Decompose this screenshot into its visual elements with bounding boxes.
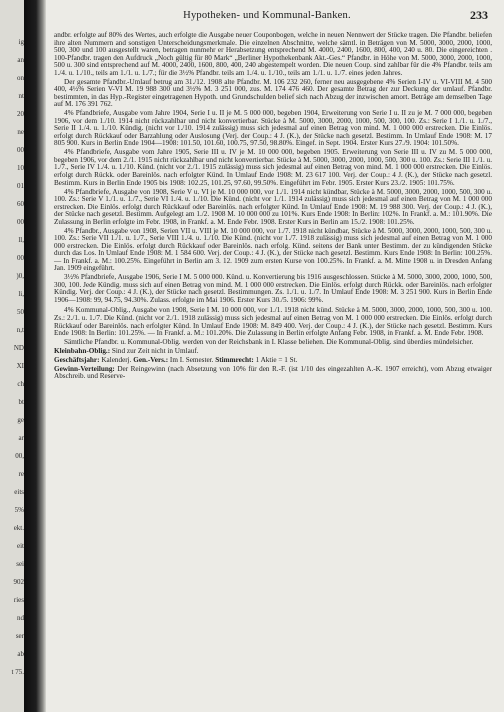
gewinn-text: Der Reingewinn (nach Absetzung von 10% für den R.-F. (ist 1/10 des eingezahlten A.-K. 1907 erreicht), vom Abzug etwaiger Abschreib. und Reserve-: [54, 364, 492, 381]
page-number: 233: [470, 8, 488, 22]
previous-page-fragment: 00,: [15, 452, 24, 460]
paragraph-reichsbank: Sämtliche Pfandbr. u. Kommunal-Oblig. werden von der Reichsbank in I. Klasse beliehen. Die Kommunal-Oblig. sind überdies mündelsicher.: [64, 338, 474, 347]
previous-page-fragment: li,: [18, 290, 24, 298]
stimmrecht-text: 1 Aktie = 1 St.: [253, 355, 298, 364]
geschaeftsjahr-label: Geschäftsjahr:: [54, 355, 100, 364]
paragraph-pfandbriefe-1904: 4% Pfandbriefe, Ausgabe vom Jahre 1904, Serie I u. II je M. 5 000 000, begeben 1904, Erweiterung von Serie I u. II zu je M. 7 000 000, begeben 1906, vor dem 1./10. 1914 nicht rückzahlbar und nicht konvertierbar. Stücke à M. 5000, 3000, 2000, 1000, 500, 300, 100. Zs.: Serie I 1./1. u. 1./7., Serie II 1./4. u. 1./10. Kündig. (nicht vor 1./10. 1914 zulässig) muss sich jedesmal auf einen Betrag von mind. M. 1 000 000 erstrecken. Die Einlös. erfolgt durch Rückkauf oder Barzahlung oder Auslosung (Verj. der Coup.: 4 J. (K.), der Stücke nach gesetzl. Bestimm. In Umlauf Ende 1908: M. 17 805 900. Kurs in Berlin Ende 1904—1908: 101.50, 101.60, 100.75, 97.50, 98.80%. Eingef. in Sept. 1904. Erster Kurs 27./9. 1904: 101.50%.: [54, 109, 492, 148]
previous-page-fragment: ch: [17, 380, 24, 388]
previous-page-fragment: 00: [17, 254, 24, 262]
paragraph-kommunal-oblig: 4% Kommunal-Oblig., Ausgabe von 1908, Serie I M. 10 000 000, vor 1./1. 1918 nicht künd. Stücke à M. 5000, 3000, 2000, 1000, 500, 300 u. 100. Zs.: 2./1. u. 1./7. Die Künd. (nicht vor 2./1. 1918 zulässig) muss sich jedesmal auf einen Betrag von M. 1 000 000 erstrecken. Die Einlös. erfolgt durch Rückkauf oder Bareinlös. nach erfolgter Künd. In Umlauf Ende 1908: M. 849 400. Verj. der Coup.: 4 J. (K.), der Stücke nach gesetzl. Bestimm. Kurs Ende 1908: In Berlin: 101.25%. — In Frankf. a. M.: 101.20%. Die Zulassung in Berlin erfolgte Anfang Febr. 1908, in Frankf. a. M. Ende Febr. 1908.: [54, 306, 492, 338]
kleinbahn-text: Sind zur Zeit nicht in Umlauf.: [110, 347, 199, 355]
previous-page-fragment: ne: [17, 128, 24, 136]
paragraph-pfandbrief-umlauf: Der gesamte Pfandbr.-Umlauf betrug am 31./12. 1908 alte Pfandbr. M. 106 232 260, ferner neu ausgegebene 4% Serien I-IV u. VI-VIII M. 4 500 400, 4½% Serien V-VI M. 19 988 300 und 3½% M. 3 251 000, zus. M. 174 476 460. Der gesamte Betrag der zur Deckung der umlauf. Pfandbr. bestimmten, in das Hyp.-Register eingetragenen Hypoth. und Grundschulden belief sich nach Abzug der inzwischen amort. Beträge am demselben Tage auf M. 176 391 762.: [54, 77, 492, 109]
previous-page-margin: [0, 0, 24, 712]
previous-page-fragment: ser: [15, 632, 24, 640]
paragraph-pfandbriefe-1905: 4% Pfandbriefe, Ausgabe vom Jahre 1905, Serie III u. IV je M. 10 000 000, begeben 1905. Erweiterung von Serie III u. IV zu M. 5 000 000, begeben 1906, vor dem 2./1. 1915 nicht rückzahlbar und nicht konvertierbar. Stücke à M. 5000, 3000, 2000, 1000, 500, 300 u. 100. Zs.: Serie III 1./1. u. 1./7., Serie IV 1./4. u. 1./10. Künd. (nicht vor 2./1. 1915 zulässig) muss sich jedesmal auf einen Betrag von mind. M. 1 000 000 erstrecken. Die Einlös. erfolgt durch Rückk. oder Bareinlös. nach erfolgter Künd. In Umlauf Ende 1908: M. 23 617 100. Verj. der Coup.: 4 J. (K.), der Stücke nach gesetzl. Bestimm. Kurs in Berlin Ende 1905 bis 1908: 102.25, 101.25, 97.60, 99.50%. Eingeführt im Febr. 1905. Erster Kurs 23./2. 1905: 101.75%.: [54, 148, 492, 187]
body-text: [54, 32, 492, 382]
paragraph-geschaeftsjahr: [54, 357, 492, 365]
previous-page-fragment: eits: [14, 488, 24, 496]
stimmrecht-label: Stimmrecht:: [215, 355, 254, 364]
previous-page-fragment: ar: [18, 434, 24, 442]
paragraph-pfandbriefe-1906: 3½% Pfandbriefe, Ausgabe 1906, Serie I M. 5 000 000. Künd. u. Konvertierung bis 1916 ausgeschlossen. Stücke à M. 5000, 3000, 2000, 1000, 500, 300, 100. Jede Kündig. muss sich auf einen Betrag von mind. M. 1 000 000 erstrecken. Die Einlös. erfolgt durch Rückk. oder Bareinlös. nach erfolgter Kündig. Verj. der Coup.: 4 J. (K.), der Stücke nach gesetzl. Bestimmungen. Zs. 1./1. u. 1./7. In Umlauf Ende 1908: M. 3 251 900. Kurs in Berlin Ende 1906—1908: 99, 94.75, 94.30%. Zulass. erfolgte im Mai 1906. Erster Kurs 30./5. 1906: 99%.: [54, 273, 492, 304]
previous-page-fragment: on: [17, 74, 24, 82]
gewinn-label: Gewinn-Verteilung:: [54, 364, 115, 373]
previous-page-fragment: ries: [13, 596, 24, 604]
previous-page-fragment: 5%: [14, 506, 24, 514]
gen-vers-label: Gen.-Vers.:: [133, 355, 169, 364]
previous-page-fragment: sei: [16, 560, 24, 568]
previous-page-fragment: nt: [18, 92, 24, 100]
previous-page-fragment: an: [17, 56, 24, 64]
running-head: Hypotheken- und Kommunal-Banken.: [183, 10, 351, 21]
previous-page-fragment: ND: [13, 344, 24, 352]
gen-vers-text: Im I. Semester.: [168, 355, 216, 364]
previous-page-fragment: 902: [13, 578, 24, 586]
page-header: [46, 10, 488, 24]
previous-page-fragment: t 75.: [11, 668, 24, 676]
previous-page-fragment: ll,: [18, 236, 24, 244]
previous-page-fragment: 01: [17, 182, 24, 190]
paragraph-kleinbahn: [54, 348, 492, 356]
previous-page-fragment: 50: [17, 308, 24, 316]
paragraph-gewinn-verteilung: [54, 366, 492, 381]
previous-page-fragment: 60: [17, 200, 24, 208]
previous-page-fragment: 10: [17, 164, 24, 172]
previous-page-fragment: 00: [17, 146, 24, 154]
previous-page-fragment: 00: [17, 218, 24, 226]
book-binding-shadow: [24, 0, 46, 712]
paragraph-berliner-hypothekenbank: andbr. erfolgte auf 80% des Wertes, auch erfolgte die Ausgabe neuer Couponbogen, welche in neuen Nennwert der Stücke tragen. Die Pfandbr. beliefen ihre alten Nummern and sonstigen Unterscheidungsmerkmale. Die einzelnen Abschnitte, welche sämtl. in Beträgen von M. 5000, 3000, 2000, 1000, 500, 300 und 100 ausgestellt waren, betragen nunmehr er Herabsetzung entsprechend M. 4000, 2400, 1600, 800, 400, 240 u. 80. Die eingereichten . 100-Pfandbr. tragen den Aufdruck „Noch gültig für 80 Mark“ „Berliner Hypothekenbank Akt.-Ges.“ Pfandbr. in Höhe von M. 5000, 3000, 2000, 1000, 500 u. 300 sind entsprechend auf M. 4000, 2400, 1600, 800, 400, 240 abgestempelt worden. Die neuen Coup. sind zahlbar für die 4% Pfandbr. teils am 1./4. u. 1./10., teils am 1./1. u. 1./7.; für die 3½% Pfandbr. teils am 1./4. u. 1./10., teils am 1./1. u. 1./7. eines jeden Jahres.: [54, 31, 492, 77]
previous-page-fragment: nd: [17, 614, 24, 622]
geschaeftsjahr-text: Kalenderj.: [99, 355, 134, 364]
previous-page-fragment: ekt.: [13, 524, 24, 532]
paragraph-pfandbriefe-1908-vii-viii: 4% Pfandbr., Ausgabe von 1908, Serien VII u. VIII je M. 10 000 000, vor 1./7. 1918 nicht kündbar, Stücke à M. 5000, 3000, 2000, 1000, 500, 300 u. 100. Zs.: Serie VII 1./1. u. 1./7., Serie VIII 1./4. u. 1./10. Die Künd. (nicht vor 1./7. 1918 zulässig) muss sich jedesmal auf einen Betrag von M. 1 000 000 erstrecken. Die Einlös. erfolgt durch Rückkauf oder Bareinlös. nach erfolg. Künd. seitens der Bank unter Bestimm. der zu kündigenden Stücke durch das Los. In Umlauf Ende 1908: M. 1 584 600. Verj. der Coup.: 4 J. (K.), der Stücke nach gesetzl. Bestimm. Kurs Ende 1908: In Berlin: 100.25%. — In Frankf. a. M.: 100.25%. Eingeführt in Berlin am 3. 12. 1909 zum ersten Kurse von 100.25%. In Frankf. a. M. Mitte 1908 u. in Dresden Anfang Jan. 1909 eingeführt.: [54, 226, 492, 273]
page: [46, 0, 504, 712]
kleinbahn-label: Kleinbahn-Oblig.:: [54, 347, 111, 355]
previous-page-fragment: eit: [17, 542, 24, 550]
previous-page-fragment: )0,: [16, 272, 24, 280]
previous-page-fragment: ig: [18, 38, 24, 46]
previous-page-fragment: ge: [17, 416, 24, 424]
previous-page-fragment: re: [18, 470, 24, 478]
paragraph-pfandbriefe-1908-v-vi: 4% Pfandbriefe, Ausgabe von 1908, Serie V u. VI je M. 10 000 000, vor 1./1. 1914 nicht kündbar, Stücke à M. 5000, 3000, 2000, 1000, 500, 300 u. 100. Zs.: Serie V 1./1. u. 1./7., Serie VI 1./4. u. 1./10. Die Künd. (nicht vor 1./1. 1914 zulässig) muss sich jedesmal auf einen Betrag von M. 1 000 000 erstrecken. Die Einlös. erfolgt durch Rückkauf oder Bareinlös. nach erfolgter Künd. In Umlauf Ende 1908: M. 19 988 300. Verj. der Coup.: 4 J. (K.), der Stücke nach gesetzl. Bestimm. Aufgelegt am 1./2. 1908 M. 10 000 000 zu 101%. Kurs Ende 1908: In Berlin: 102%. In Frankf. a. M.: 101.90%. Die Zulassung in Berlin erfolgte im Febr. 1908, in Frankf. a. M. Ende Febr. 1908. Erster Kurs in Berlin am 15./2. 1908: 101.25%.: [54, 187, 492, 226]
previous-page-fragment: 20: [17, 110, 24, 118]
previous-page-fragment: n,t: [16, 326, 24, 334]
previous-page-fragment: ab: [17, 650, 24, 658]
previous-page-fragment: bt: [18, 398, 24, 406]
previous-page-fragment: XI: [16, 362, 24, 370]
